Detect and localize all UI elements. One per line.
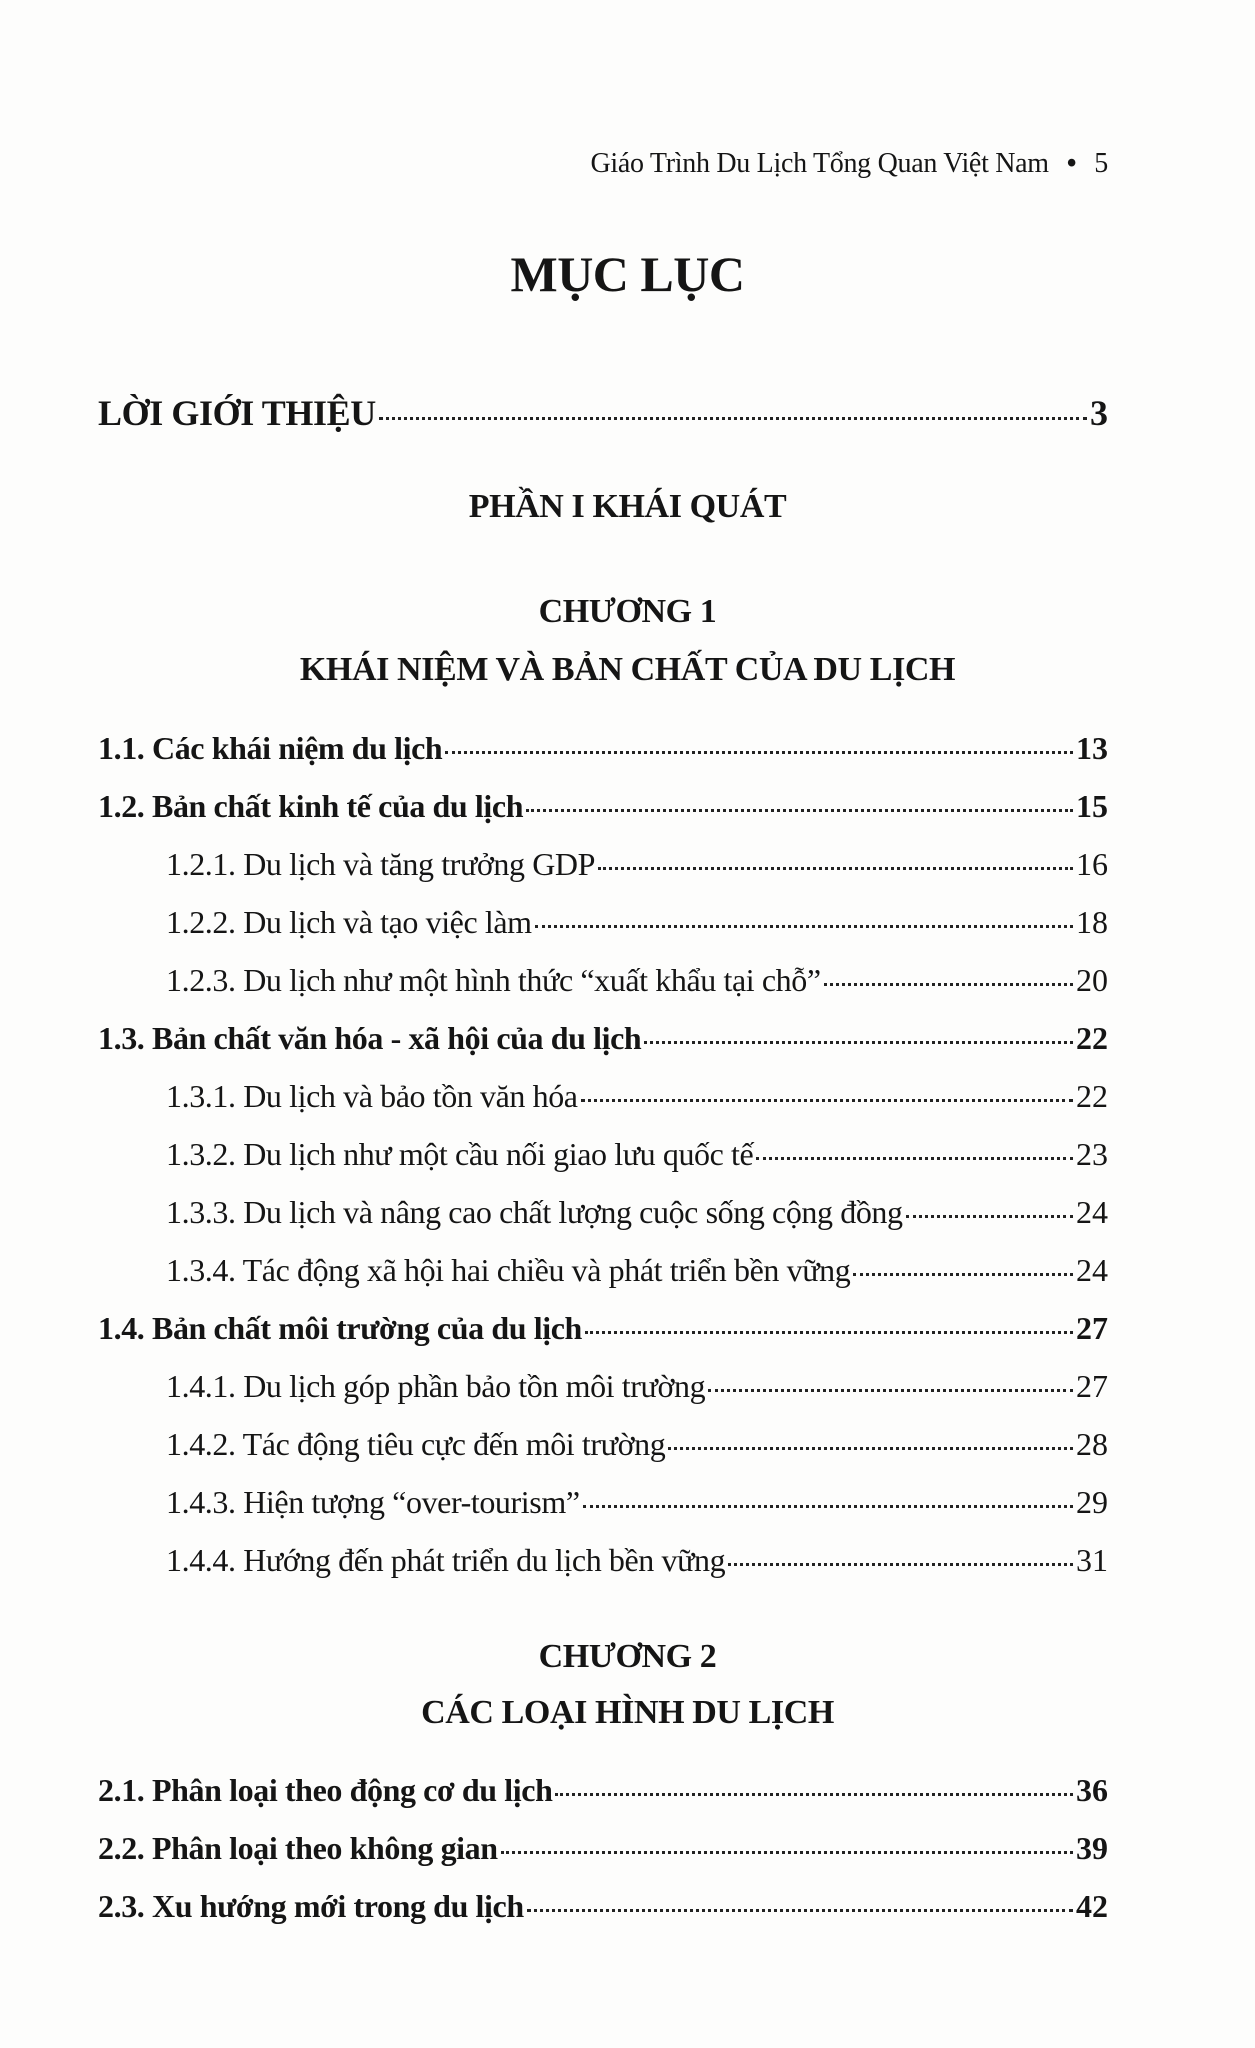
toc-entry-label: 1.4. Bản chất môi trường của du lịch (98, 1310, 582, 1346)
dot-leader (526, 809, 1073, 812)
toc-entry[interactable] (98, 1830, 1108, 1870)
toc-entry-page: 27 (1076, 1310, 1108, 1346)
toc-entry[interactable] (98, 1020, 1108, 1060)
toc-entry-label: 1.3.4. Tác động xã hội hai chiều và phát triển bền vững (166, 1252, 851, 1288)
dot-leader (644, 1041, 1073, 1044)
header-separator: • (1066, 148, 1077, 179)
toc-entry-page: 27 (1076, 1368, 1108, 1404)
toc-entry-label: 1.2.3. Du lịch như một hình thức “xuất khẩu tại chỗ” (166, 962, 821, 998)
toc-entry[interactable] (166, 1542, 1108, 1582)
toc-entry-label: 1.3.1. Du lịch và bảo tồn văn hóa (166, 1078, 578, 1114)
book-title: Giáo Trình Du Lịch Tổng Quan Việt Nam (590, 148, 1049, 179)
dot-leader (598, 867, 1073, 870)
toc-entry-page: 39 (1076, 1830, 1108, 1866)
toc-entry-intro[interactable] (98, 392, 1108, 432)
dot-leader (527, 1909, 1073, 1912)
dot-leader (906, 1215, 1073, 1218)
dot-leader (583, 1505, 1073, 1508)
toc-entry[interactable] (166, 1368, 1108, 1408)
chapter-1-title: KHÁI NIỆM VÀ BẢN CHẤT CỦA DU LỊCH (299, 651, 956, 688)
toc-entry[interactable] (166, 962, 1108, 1002)
toc-entry[interactable] (98, 1310, 1108, 1350)
dot-leader (728, 1563, 1073, 1566)
toc-entry-label: 2.3. Xu hướng mới trong du lịch (98, 1888, 524, 1924)
toc-entry-page: 13 (1076, 730, 1108, 766)
toc-entry-page: 29 (1076, 1484, 1108, 1520)
toc-entry-label: 1.4.4. Hướng đến phát triển du lịch bền vững (166, 1542, 726, 1578)
dot-leader (708, 1389, 1073, 1392)
toc-entry-page: 28 (1076, 1426, 1108, 1462)
dot-leader (501, 1851, 1073, 1854)
toc-entry[interactable] (98, 1888, 1108, 1928)
chapter-2-title: CÁC LOẠI HÌNH DU LỊCH (421, 1694, 834, 1731)
dot-leader (756, 1157, 1073, 1160)
toc-entry[interactable] (98, 788, 1108, 828)
dot-leader (379, 417, 1087, 420)
toc-entry[interactable] (166, 1252, 1108, 1292)
toc-entry-page: 24 (1076, 1194, 1108, 1230)
toc-entry-page: 20 (1076, 962, 1108, 998)
chapter-1-label: CHƯƠNG 1 (538, 593, 717, 630)
part-heading: PHẦN I KHÁI QUÁT (468, 488, 787, 525)
toc-entry-page: 36 (1076, 1772, 1108, 1808)
toc-entry[interactable] (98, 730, 1108, 770)
toc-entry-label: 2.2. Phân loại theo không gian (98, 1830, 498, 1866)
toc-entry-page: 22 (1076, 1078, 1108, 1114)
dot-leader (853, 1273, 1073, 1276)
toc-entry-label: 1.3.3. Du lịch và nâng cao chất lượng cuộc sống cộng đồng (166, 1194, 903, 1230)
page-number: 5 (1094, 148, 1108, 179)
toc-entry-page: 3 (1090, 393, 1108, 433)
toc-entry[interactable] (166, 846, 1108, 886)
toc-entry-label: 1.2. Bản chất kinh tế của du lịch (98, 788, 524, 824)
dot-leader (581, 1099, 1073, 1102)
toc-entry-label: 1.4.2. Tác động tiêu cực đến môi trường (166, 1426, 666, 1462)
dot-leader (585, 1331, 1073, 1334)
toc-entry-label: 1.2.1. Du lịch và tăng trưởng GDP (166, 846, 596, 882)
dot-leader (445, 751, 1073, 754)
toc-entry-page: 16 (1076, 846, 1108, 882)
toc-entry-page: 42 (1076, 1888, 1108, 1924)
toc-entry[interactable] (166, 1078, 1108, 1118)
toc-entry-label: LỜI GIỚI THIỆU (98, 393, 376, 433)
running-header (591, 148, 1109, 180)
page-title: MỤC LỤC (510, 246, 745, 302)
toc-entry[interactable] (98, 1772, 1108, 1812)
toc-entry[interactable] (166, 904, 1108, 944)
dot-leader (555, 1793, 1073, 1796)
toc-entry-label: 1.2.2. Du lịch và tạo việc làm (166, 904, 532, 940)
toc-entry-page: 22 (1076, 1020, 1108, 1056)
toc-entry-label: 2.1. Phân loại theo động cơ du lịch (98, 1772, 553, 1808)
toc-entry[interactable] (166, 1426, 1108, 1466)
toc-entry-page: 23 (1076, 1136, 1108, 1172)
toc-entry-page: 18 (1076, 904, 1108, 940)
dot-leader (535, 925, 1073, 928)
toc-entry-page: 15 (1076, 788, 1108, 824)
dot-leader (824, 983, 1073, 986)
toc-entry-label: 1.3. Bản chất văn hóa - xã hội của du lịch (98, 1020, 642, 1056)
toc-entry-label: 1.1. Các khái niệm du lịch (98, 730, 443, 766)
chapter-2-label: CHƯƠNG 2 (538, 1638, 717, 1675)
dot-leader (668, 1447, 1073, 1450)
toc-entry[interactable] (166, 1484, 1108, 1524)
toc-entry-label: 1.3.2. Du lịch như một cầu nối giao lưu quốc tế (166, 1136, 754, 1172)
toc-entry-page: 31 (1076, 1542, 1108, 1578)
toc-entry-page: 24 (1076, 1252, 1108, 1288)
toc-entry[interactable] (166, 1136, 1108, 1176)
toc-entry-label: 1.4.3. Hiện tượng “over-tourism” (166, 1484, 580, 1520)
toc-entry-label: 1.4.1. Du lịch góp phần bảo tồn môi trường (166, 1368, 706, 1404)
toc-entry[interactable] (166, 1194, 1108, 1234)
